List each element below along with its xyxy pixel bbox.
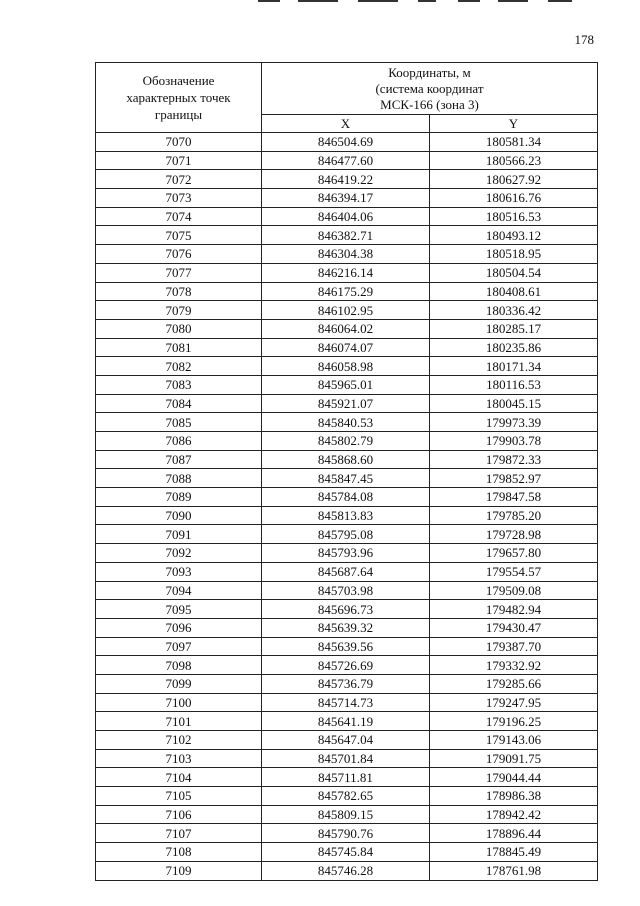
y-coordinate-cell: 180171.34 [430,357,598,376]
point-id-cell: 7095 [96,600,262,619]
table-row [96,525,598,544]
table-row [96,375,598,394]
y-coordinate-cell: 179657.80 [430,544,598,563]
y-coordinate-cell: 180493.12 [430,226,598,245]
point-id-cell: 7094 [96,581,262,600]
y-coordinate-cell: 180408.61 [430,282,598,301]
x-coordinate-cell: 846504.69 [262,133,430,152]
y-coordinate-cell: 179430.47 [430,618,598,637]
point-id-cell: 7088 [96,469,262,488]
point-id-cell: 7079 [96,301,262,320]
point-id-cell: 7107 [96,824,262,843]
y-coordinate-cell: 178845.49 [430,843,598,862]
point-id-cell: 7084 [96,394,262,413]
table-row [96,189,598,208]
table-row [96,805,598,824]
x-coordinate-cell: 846074.07 [262,338,430,357]
point-designation-header [96,63,262,133]
y-coordinate-cell: 180336.42 [430,301,598,320]
coordinates-table [95,62,598,881]
point-id-cell: 7108 [96,843,262,862]
x-coordinate-cell: 845745.84 [262,843,430,862]
point-id-cell: 7070 [96,133,262,152]
y-coordinate-cell: 179091.75 [430,749,598,768]
point-id-cell: 7097 [96,637,262,656]
table-row [96,861,598,880]
point-id-cell: 7103 [96,749,262,768]
x-coordinate-cell: 845840.53 [262,413,430,432]
x-coordinate-cell: 846394.17 [262,189,430,208]
table-body [96,133,598,881]
point-id-cell: 7080 [96,319,262,338]
table-row [96,151,598,170]
x-coordinate-cell: 845714.73 [262,693,430,712]
y-coordinate-cell: 179554.57 [430,562,598,581]
y-coordinate-cell: 179143.06 [430,731,598,750]
point-id-cell: 7100 [96,693,262,712]
x-coordinate-cell: 846058.98 [262,357,430,376]
point-designation-header-text: Обозначение характерных точек границы [126,73,231,122]
point-id-cell: 7071 [96,151,262,170]
x-coordinate-cell: 846404.06 [262,207,430,226]
y-coordinate-cell: 179285.66 [430,674,598,693]
point-id-cell: 7093 [96,562,262,581]
table-row [96,245,598,264]
table-row [96,581,598,600]
y-coordinate-cell: 180285.17 [430,319,598,338]
table-row [96,263,598,282]
table-row [96,506,598,525]
table-row [96,207,598,226]
page-number: 178 [574,32,594,47]
y-coordinate-cell: 179332.92 [430,656,598,675]
table-row [96,712,598,731]
point-id-cell: 7106 [96,805,262,824]
x-coordinate-cell: 845790.76 [262,824,430,843]
y-coordinate-cell: 179247.95 [430,693,598,712]
table-row [96,637,598,656]
point-id-cell: 7076 [96,245,262,264]
x-coordinate-cell: 845639.56 [262,637,430,656]
x-coordinate-cell: 845965.01 [262,375,430,394]
x-coordinate-cell: 846064.02 [262,319,430,338]
y-coordinate-cell: 180616.76 [430,189,598,208]
table-row [96,693,598,712]
point-id-cell: 7077 [96,263,262,282]
x-coordinate-cell: 845809.15 [262,805,430,824]
table-row [96,338,598,357]
table-row [96,749,598,768]
x-coordinate-cell: 846419.22 [262,170,430,189]
table-row [96,301,598,320]
table-row [96,768,598,787]
x-coordinate-cell: 846304.38 [262,245,430,264]
x-coordinate-cell: 845639.32 [262,618,430,637]
table-row [96,319,598,338]
table-row [96,600,598,619]
point-id-cell: 7102 [96,731,262,750]
point-id-cell: 7099 [96,674,262,693]
x-coordinate-cell: 845795.08 [262,525,430,544]
y-coordinate-cell: 179872.33 [430,450,598,469]
x-coordinate-cell: 846216.14 [262,263,430,282]
point-id-cell: 7105 [96,787,262,806]
point-id-cell: 7072 [96,170,262,189]
point-id-cell: 7082 [96,357,262,376]
table-header [96,63,598,133]
table-row [96,731,598,750]
point-id-cell: 7092 [96,544,262,563]
table-row [96,488,598,507]
x-coordinate-cell: 846382.71 [262,226,430,245]
coordinates-header-line3: МСК-166 (зона 3) [380,96,479,112]
point-id-cell: 7074 [96,207,262,226]
table-row [96,787,598,806]
x-coordinate-cell: 846102.95 [262,301,430,320]
x-coordinate-cell: 845782.65 [262,787,430,806]
y-coordinate-cell: 178942.42 [430,805,598,824]
point-id-cell: 7085 [96,413,262,432]
table-row [96,413,598,432]
y-coordinate-cell: 179196.25 [430,712,598,731]
x-coordinate-cell: 845793.96 [262,544,430,563]
point-id-cell: 7090 [96,506,262,525]
x-coordinate-cell: 845921.07 [262,394,430,413]
y-coordinate-cell: 179044.44 [430,768,598,787]
y-coordinate-cell: 180235.86 [430,338,598,357]
x-coordinate-cell: 845802.79 [262,432,430,451]
point-id-cell: 7081 [96,338,262,357]
table-row [96,432,598,451]
x-coordinate-cell: 845647.04 [262,731,430,750]
x-coordinate-cell: 845847.45 [262,469,430,488]
table-row [96,656,598,675]
table-row [96,394,598,413]
table-row [96,282,598,301]
x-coordinate-cell: 845696.73 [262,600,430,619]
point-id-cell: 7086 [96,432,262,451]
y-coordinate-cell: 180627.92 [430,170,598,189]
point-id-cell: 7109 [96,861,262,880]
y-coordinate-cell: 180518.95 [430,245,598,264]
y-coordinate-cell: 180566.23 [430,151,598,170]
point-id-cell: 7089 [96,488,262,507]
y-coordinate-cell: 180581.34 [430,133,598,152]
table-row [96,450,598,469]
y-column-header: Y [430,115,598,133]
x-coordinate-cell: 845701.84 [262,749,430,768]
y-coordinate-cell: 179387.70 [430,637,598,656]
x-coordinate-cell: 845711.81 [262,768,430,787]
point-id-cell: 7078 [96,282,262,301]
y-coordinate-cell: 179482.94 [430,600,598,619]
y-coordinate-cell: 179847.58 [430,488,598,507]
table-row [96,843,598,862]
table-row [96,544,598,563]
x-coordinate-cell: 845813.83 [262,506,430,525]
table-row [96,618,598,637]
y-coordinate-cell: 179509.08 [430,581,598,600]
table-row [96,133,598,152]
point-id-cell: 7075 [96,226,262,245]
y-coordinate-cell: 178896.44 [430,824,598,843]
point-id-cell: 7073 [96,189,262,208]
y-coordinate-cell: 178761.98 [430,861,598,880]
x-coordinate-cell: 845687.64 [262,562,430,581]
x-coordinate-cell: 845726.69 [262,656,430,675]
coordinates-header [262,63,598,115]
table-row [96,357,598,376]
x-coordinate-cell: 845784.08 [262,488,430,507]
coordinates-header-line2: (система координат [375,80,484,96]
point-id-cell: 7104 [96,768,262,787]
x-coordinate-cell: 845868.60 [262,450,430,469]
y-coordinate-cell: 179903.78 [430,432,598,451]
point-id-cell: 7101 [96,712,262,731]
table-row [96,170,598,189]
point-id-cell: 7083 [96,375,262,394]
table-row [96,824,598,843]
x-coordinate-cell: 845641.19 [262,712,430,731]
x-coordinate-cell: 845736.79 [262,674,430,693]
y-coordinate-cell: 179852.97 [430,469,598,488]
x-coordinate-cell: 845746.28 [262,861,430,880]
table-row [96,562,598,581]
table-row [96,469,598,488]
y-coordinate-cell: 178986.38 [430,787,598,806]
x-coordinate-cell: 845703.98 [262,581,430,600]
y-coordinate-cell: 180045.15 [430,394,598,413]
y-coordinate-cell: 179973.39 [430,413,598,432]
x-coordinate-cell: 846175.29 [262,282,430,301]
y-coordinate-cell: 180116.53 [430,375,598,394]
table-row [96,226,598,245]
y-coordinate-cell: 180504.54 [430,263,598,282]
point-id-cell: 7091 [96,525,262,544]
point-id-cell: 7098 [96,656,262,675]
x-column-header: X [262,115,430,133]
x-coordinate-cell: 846477.60 [262,151,430,170]
table-row [96,674,598,693]
scan-edge-marks [258,0,578,3]
y-coordinate-cell: 179728.98 [430,525,598,544]
point-id-cell: 7096 [96,618,262,637]
y-coordinate-cell: 180516.53 [430,207,598,226]
coordinates-header-line1: Координаты, м [388,64,471,80]
y-coordinate-cell: 179785.20 [430,506,598,525]
point-id-cell: 7087 [96,450,262,469]
